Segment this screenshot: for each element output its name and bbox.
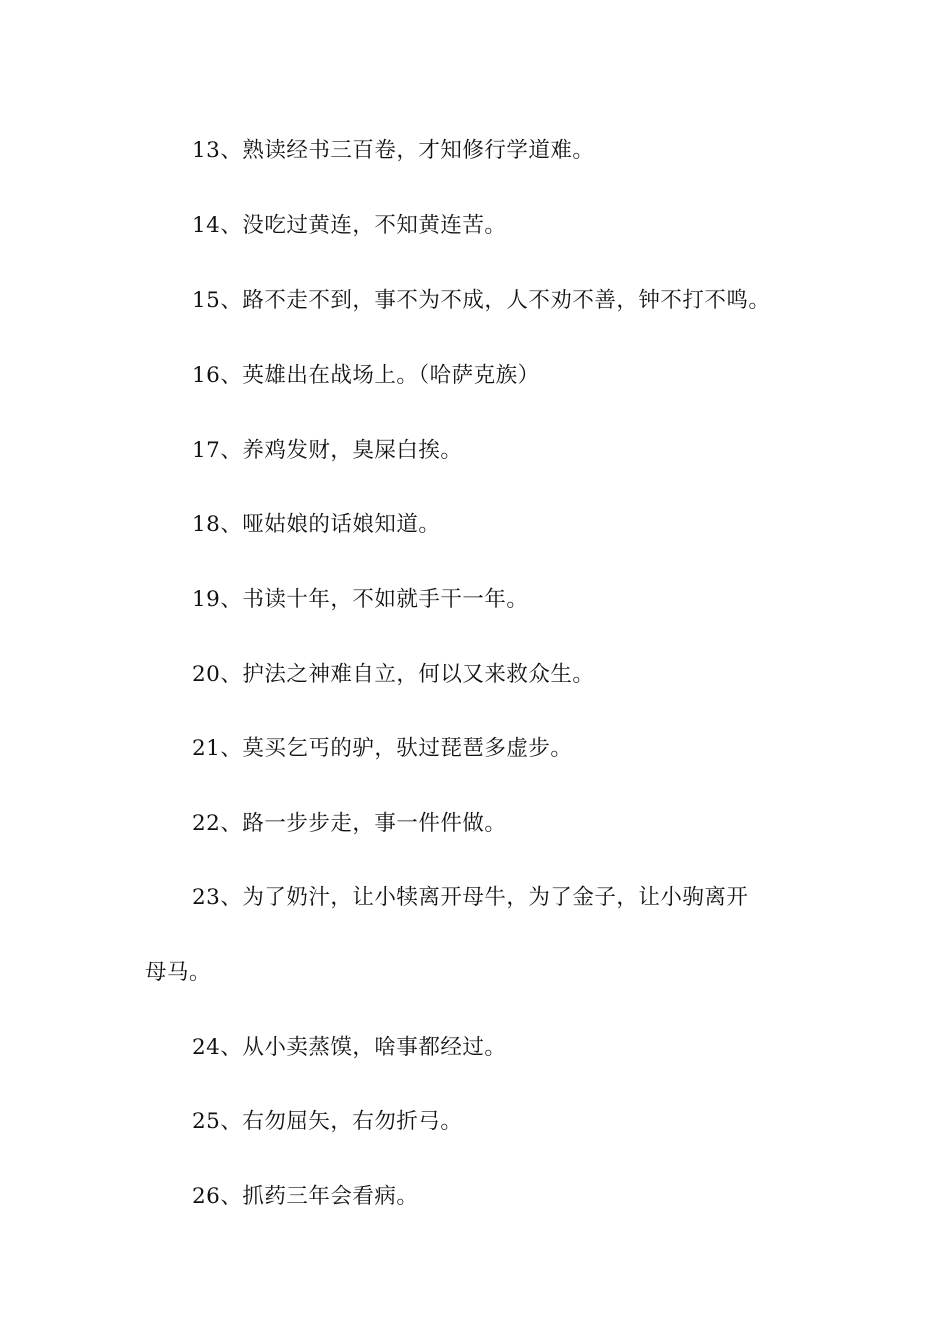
proverb-14: 14、没吃过黄连，不知黄连苦。 bbox=[192, 213, 507, 238]
proverb-18: 18、哑姑娘的话娘知道。 bbox=[192, 512, 441, 537]
proverb-23: 23、为了奶汁，让小犊离开母牛，为了金子，让小驹离开 bbox=[192, 885, 749, 910]
proverb-17: 17、养鸡发财，臭屎白挨。 bbox=[192, 438, 463, 463]
proverb-23-continuation: 母马。 bbox=[145, 960, 212, 985]
proverb-24: 24、从小卖蒸馍，啥事都经过。 bbox=[192, 1035, 507, 1060]
proverb-19: 19、书读十年，不如就手干一年。 bbox=[192, 587, 529, 612]
proverb-16: 16、英雄出在战场上。（哈萨克族） bbox=[192, 363, 540, 388]
proverb-21: 21、莫买乞丐的驴，驮过琵琶多虚步。 bbox=[192, 736, 573, 761]
proverb-20: 20、护法之神难自立，何以又来救众生。 bbox=[192, 662, 595, 687]
proverb-25: 25、右勿屈矢，右勿折弓。 bbox=[192, 1109, 463, 1134]
proverb-22: 22、路一步步走，事一件件做。 bbox=[192, 811, 507, 836]
proverb-15: 15、路不走不到，事不为不成，人不劝不善，钟不打不鸣。 bbox=[192, 288, 771, 313]
proverb-13: 13、熟读经书三百卷，才知修行学道难。 bbox=[192, 138, 595, 163]
proverb-26: 26、抓药三年会看病。 bbox=[192, 1184, 419, 1209]
